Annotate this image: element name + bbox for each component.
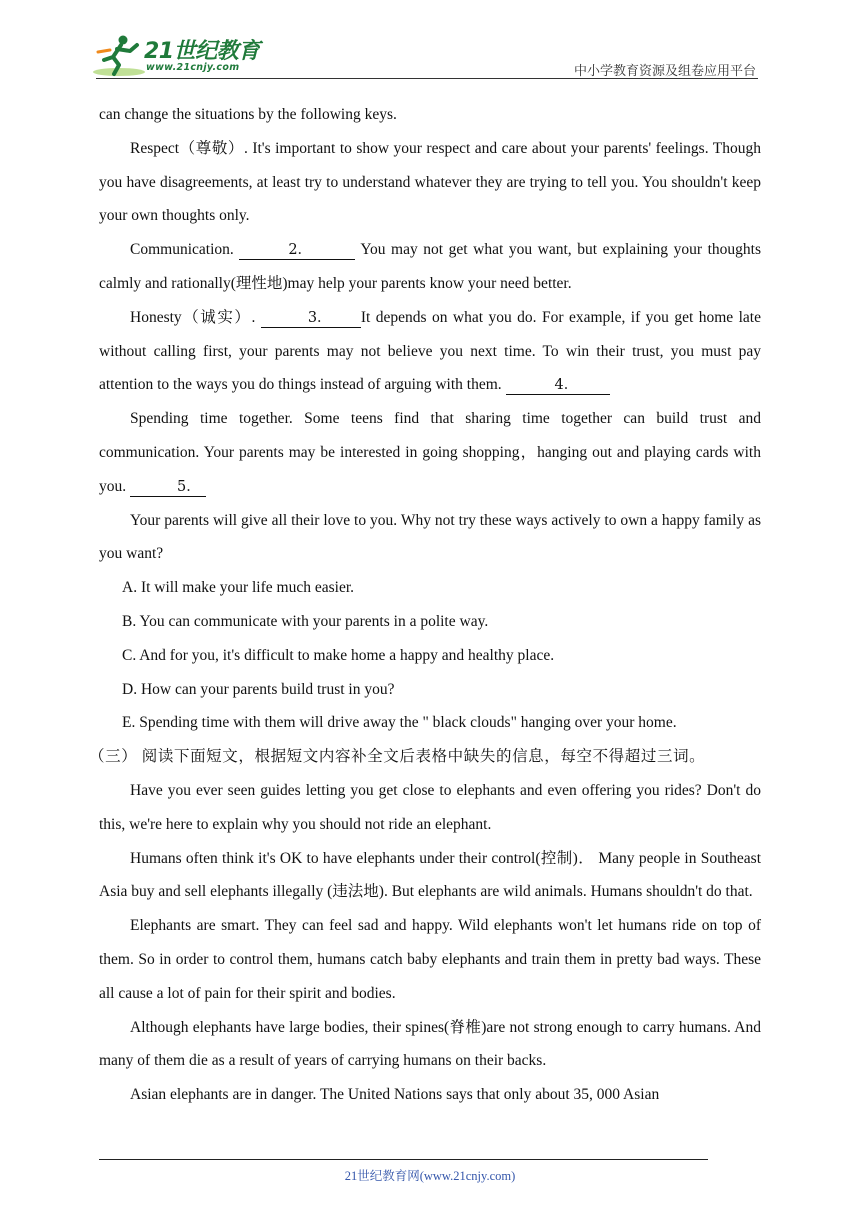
page-header xyxy=(0,0,860,80)
paragraph-elephants-control: Humans often think it's OK to have elephants under their control(控制)． Many people in Southeast Asia buy and sell elephants illegally (违法地). But elephants are wild animals. Humans shouldn't do that. xyxy=(99,849,761,901)
platform-name: 中小学教育资源及组卷应用平台 xyxy=(573,64,756,79)
header-divider xyxy=(96,78,758,79)
paragraph-honesty xyxy=(99,301,761,402)
paragraph-elephants-danger: Asian elephants are in danger. The United Nations says that only about 35, 000 Asian xyxy=(130,1086,660,1104)
paragraph-text: You may not get what you want, but explaining your thoughts calmly and rationally(理性地)may help your parents know your need better. xyxy=(99,241,761,292)
paragraph-elephants-intro: Have you ever seen guides letting you get close to elephants and even offering you rides? Don't do this, we're here to explain why you should not ride an elephant. xyxy=(99,781,761,833)
option-e: E. Spending time with them will drive away the " black clouds" hanging over your home. xyxy=(122,714,677,732)
footer-divider xyxy=(99,1159,708,1160)
site-logo xyxy=(92,34,262,78)
option-b: B. You can communicate with your parents in a polite way. xyxy=(122,612,489,630)
answer-blank-5[interactable]: 5． xyxy=(130,478,206,497)
paragraph-text: Communication. xyxy=(130,241,240,259)
paragraph-conclusion: Your parents will give all their love to you. Why not try these ways actively to own a happy family as you want? xyxy=(99,511,761,563)
paragraph-spending-time xyxy=(99,402,761,503)
option-d: D. How can your parents build trust in you? xyxy=(122,680,395,698)
logo-text: 21世纪教育 xyxy=(144,39,260,64)
section-heading: （三） 阅读下面短文，根据短文内容补全文后表格中缺失的信息，每空不得超过三词。 xyxy=(89,748,706,766)
answer-blank-4[interactable]: 4． xyxy=(506,376,610,395)
option-c: C. And for you, it's difficult to make home a happy and healthy place. xyxy=(122,646,555,664)
logo-url: www.21cnjy.com xyxy=(146,62,240,73)
answer-blank-3[interactable]: 3． xyxy=(261,309,361,328)
paragraph-text: Spending time together. Some teens find that sharing time together can build trust and communication. Your parents may be interested in going shopping，hanging out and playing cards with you. xyxy=(99,410,761,495)
paragraph-respect: Respect（尊敬）. It's important to show your respect and care about your parents' feelings. Though you have disagreements, at least try to understand whatever they are trying to tell you. You shouldn't keep your own thoughts only. xyxy=(99,139,761,225)
document-body xyxy=(89,98,761,1112)
option-a: A. It will make your life much easier. xyxy=(122,579,355,597)
page-footer: 21世纪教育网(www.21cnjy.com) xyxy=(344,1169,516,1183)
paragraph-elephants-spines: Although elephants have large bodies, their spines(脊椎)are not strong enough to carry humans. And many of them die as a result of years of carrying humans on their backs. xyxy=(99,1018,761,1070)
paragraph-communication xyxy=(99,233,761,301)
answer-blank-2[interactable]: 2． xyxy=(239,241,355,260)
paragraph-elephants-smart: Elephants are smart. They can feel sad and happy. Wild elephants won't let humans ride on top of them. So in order to control them, humans catch baby elephants and train them in pretty bad ways. These all cause a lot of pain for their spirit and bodies. xyxy=(99,917,761,1002)
paragraph: can change the situations by the following keys. xyxy=(99,106,397,123)
paragraph-text: Honesty（诚实）. xyxy=(130,308,261,326)
paragraph-text: It depends on what you do. For example, if you get home late without calling first, your parents may not believe you next time. To win their trust, you must pay attention to the ways you do things instead of arguing with them. xyxy=(99,308,761,394)
runner-logo-icon xyxy=(92,34,146,78)
